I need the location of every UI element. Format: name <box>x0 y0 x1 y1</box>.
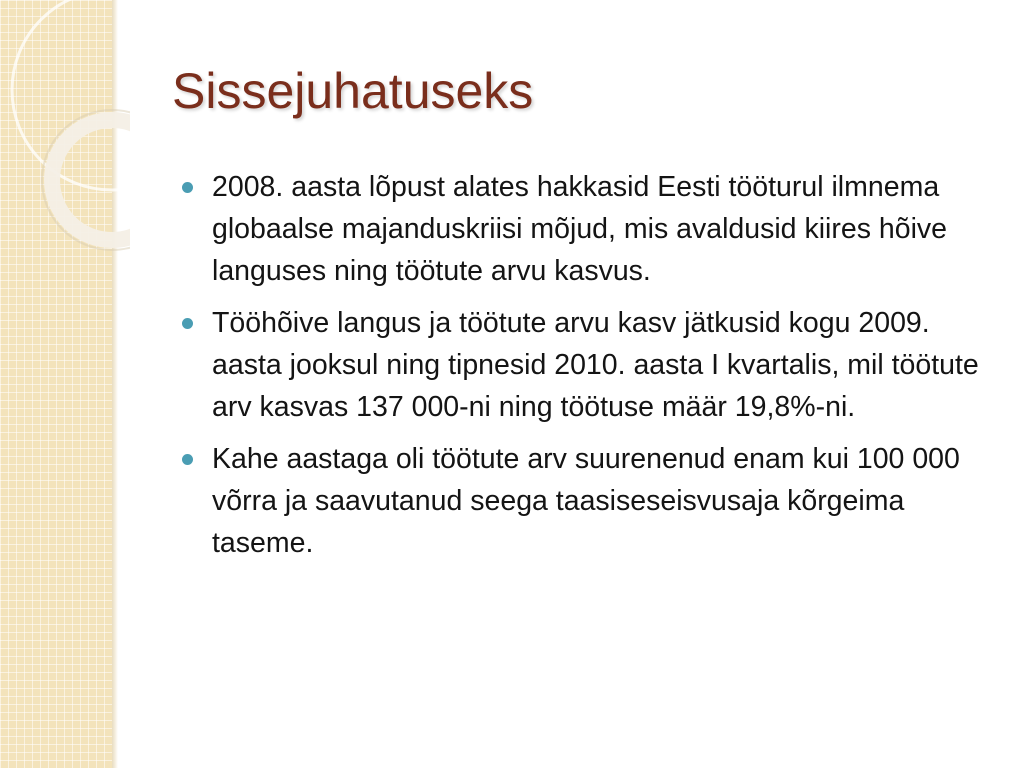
bullet-list <box>212 166 992 574</box>
bullet-icon <box>182 182 193 193</box>
bullet-text: 2008. aasta lõpust alates hakkasid Eesti tööturul ilmnema globaalse majanduskriisi mõjud, mis avaldusid kiires hõive languses ning töötute arvu kasvus. <box>212 171 948 287</box>
bullet-text: Tööhõive langus ja töötute arvu kasv jätkusid kogu 2009. aasta jooksul ning tipnesid 2010. aasta I kvartalis, mil töötute arv kasvas 137 000-ni ning töötuse määr 19,8%-ni. <box>212 307 979 423</box>
slide-title: Sissejuhatuseks <box>172 63 534 119</box>
decorative-ring-large <box>12 0 130 190</box>
bullet-item <box>212 302 992 428</box>
decorative-ring-medium <box>52 120 130 240</box>
bullet-text: Kahe aastaga oli töötute arv suurenenud enam kui 100 000 võrra ja saavutanud seega taasiseseisvusaja kõrgeima taseme. <box>212 443 960 559</box>
bullet-icon <box>182 454 193 465</box>
decorative-circles <box>0 0 130 320</box>
bullet-item <box>212 166 992 292</box>
bullet-item <box>212 438 992 564</box>
bullet-icon <box>182 318 193 329</box>
